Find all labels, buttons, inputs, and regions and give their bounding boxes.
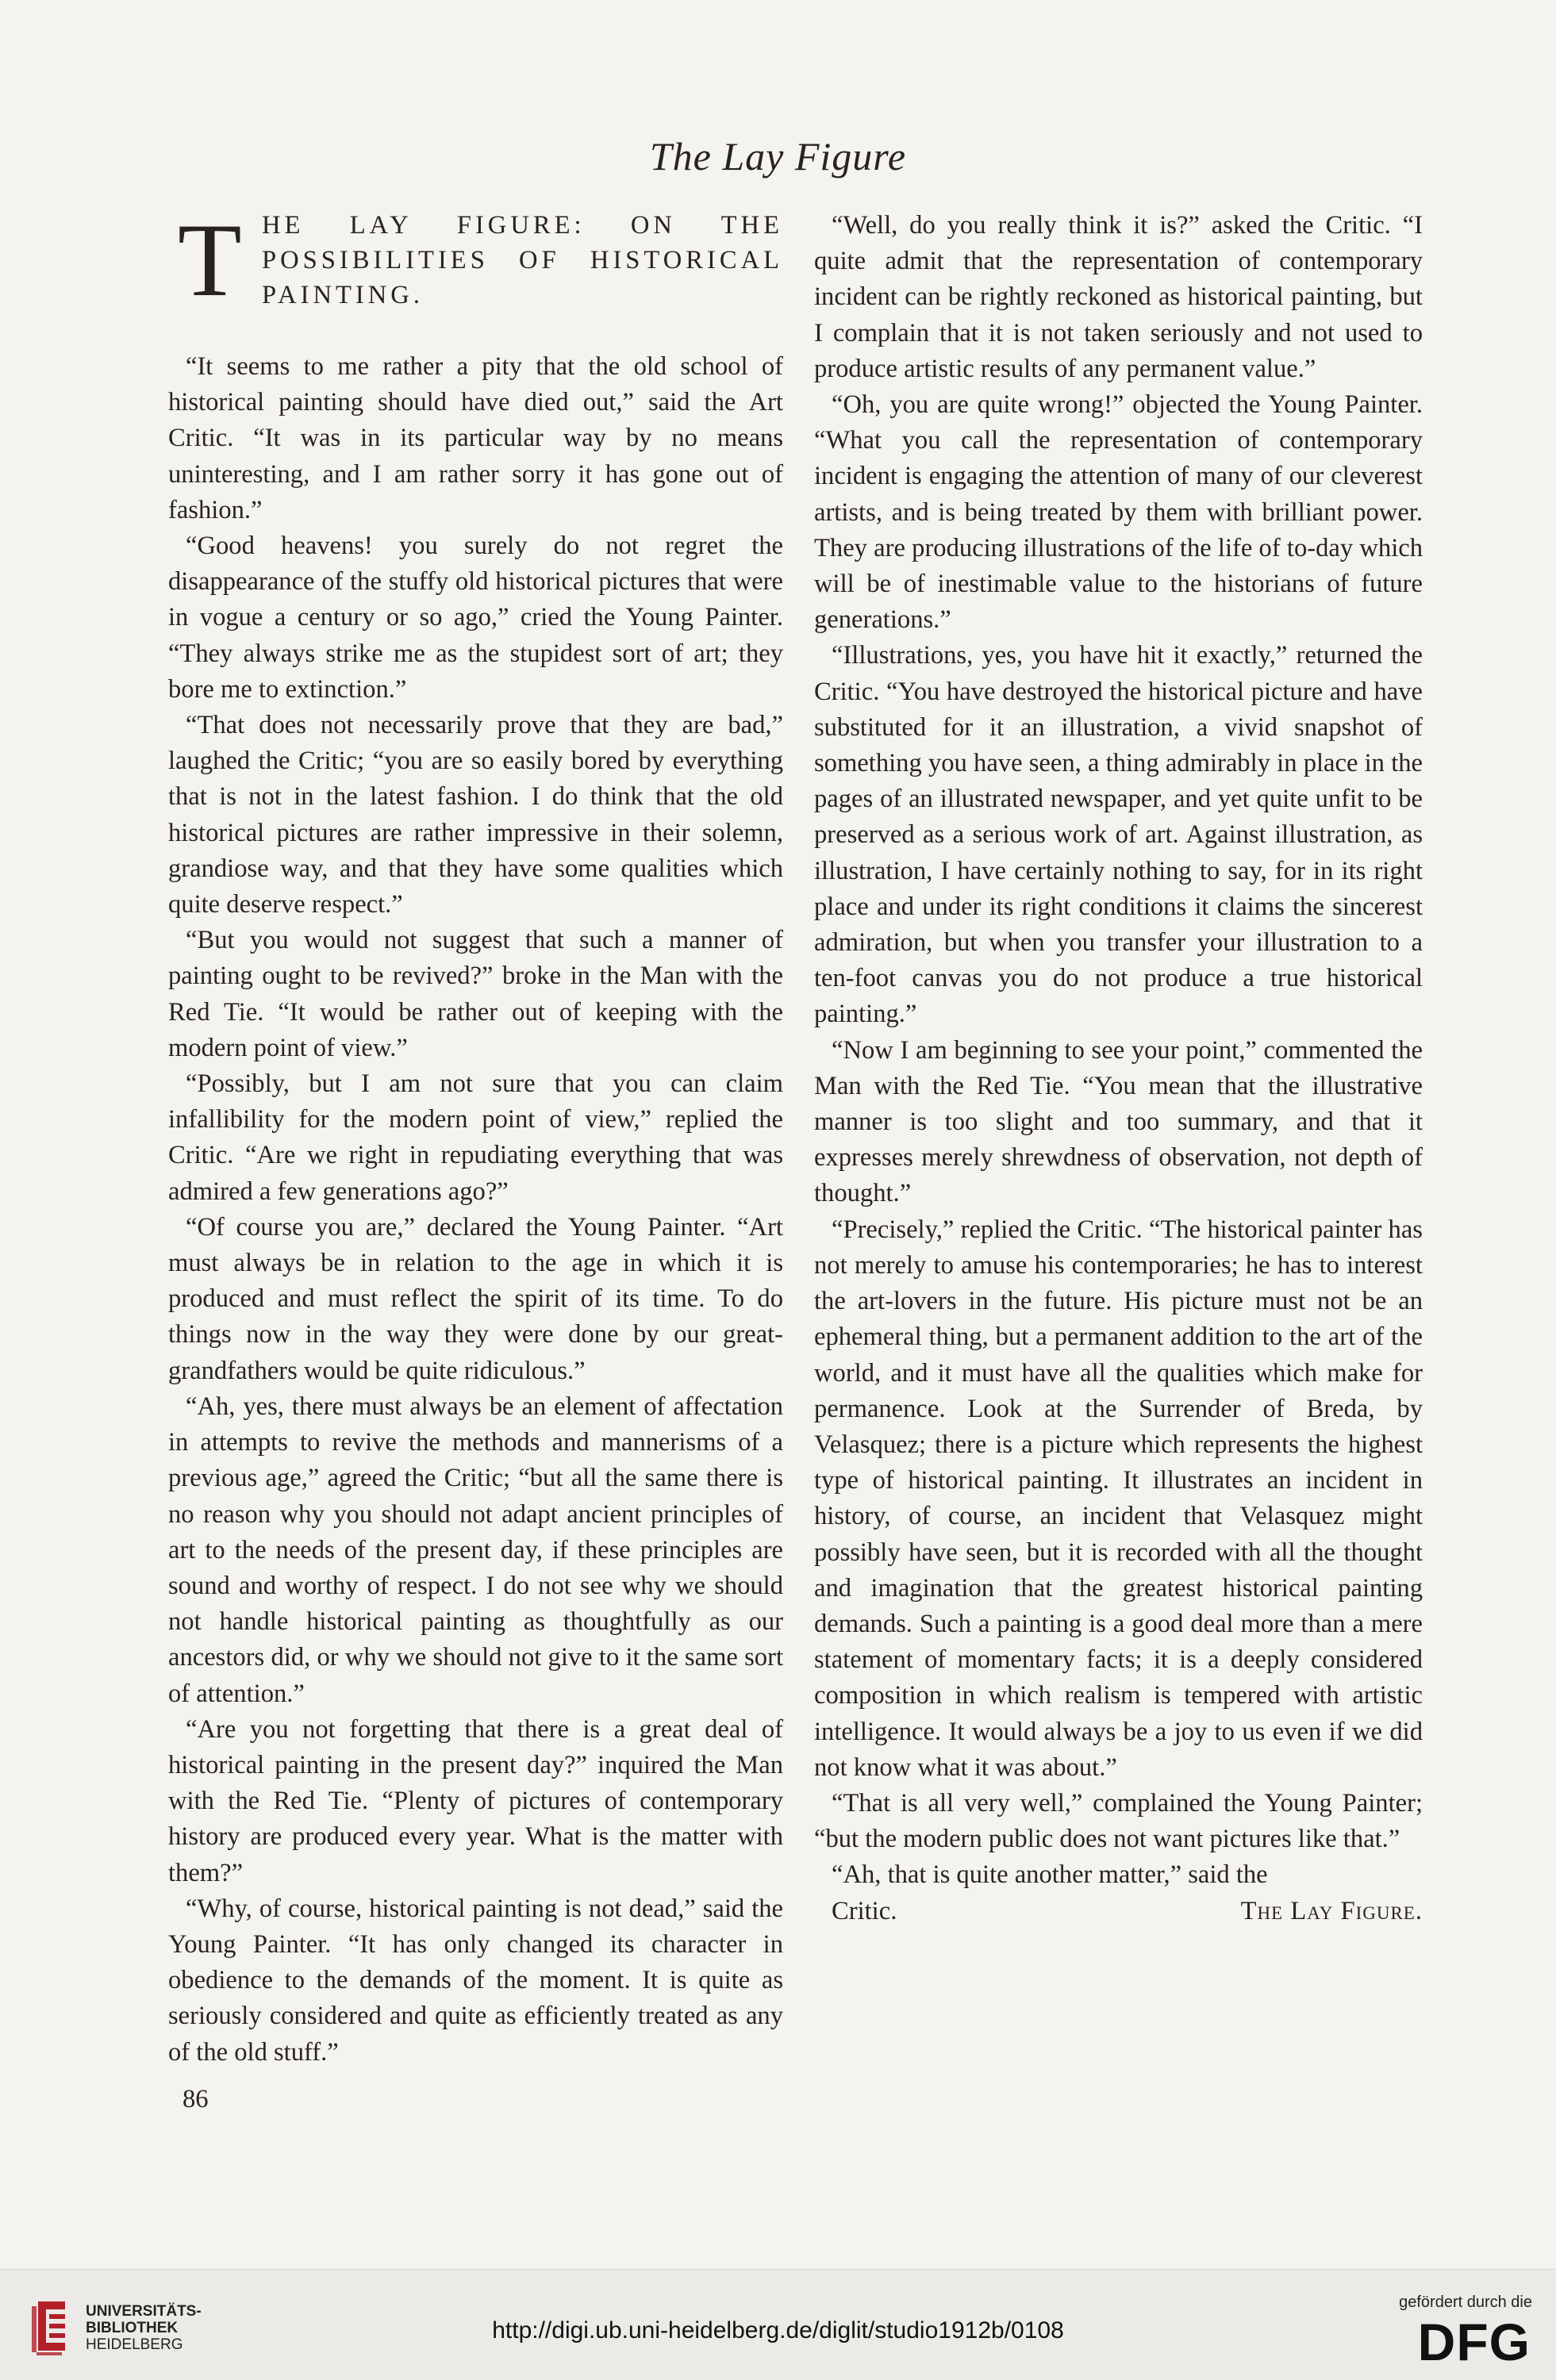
signature: The Lay Figure. [1240,1896,1423,1925]
article-title: HE LAY FIGURE: ON THE POSSIBILITIES OF HISTORICAL PAINTING. [262,211,783,309]
library-name-line: UNIVERSITÄTS- [86,2303,202,2320]
paragraph: “Ah, yes, there must always be an element of affectation in attempts to revive the methods and mannerisms of a previous age,” agreed the Critic; “but all the same there is no reason why you should not adapt ancient principles of art to the needs of the present day, if these principles are sound and worthy of respect. I do not see why we should not handle historical painting as thoughtfully as our ancestors did, or why we should not give to it the same sort of attention.” [168,1392,783,1708]
paragraph: “Why, of course, historical painting is not dead,” said the Young Painter. “It has only changed its character in obedience to the demands of the moment. It is quite as seriously considered and quite as efficiently treated as any of the old stuff.” [168,1894,783,2067]
paragraph: “Now I am beginning to see your point,” commented the Man with the Red Tie. “You mean that the illustrative manner is too slight and too summary, and that it expresses merely shrewdness of observation, not depth of thought.” [814,1035,1423,1208]
paragraph: “Well, do you really think it is?” asked the Critic. “I quite admit that the representation of contemporary incident can be rightly reckoned as historical painting, but I complain that it is not taken seriously and not used to produce artistic results of any permanent value.” [814,211,1423,383]
drop-cap: T [178,202,242,318]
library-name-line: BIBLIOTHEK [86,2320,179,2336]
dfg-logo: DFG [1417,2313,1531,2371]
paragraph: “But you would not suggest that such a manner of painting ought to be revived?” broke in the Man with the Red Tie. “It would be rather out of keeping with the modern point of view.” [168,926,783,1062]
paragraph: “That is all very well,” complained the Young Painter; “but the modern public does not want pictures like that.” [814,1788,1423,1854]
page-number: 86 [182,2084,209,2113]
paragraph: “Good heavens! you surely do not regret the disappearance of the stuffy old historical pictures that were in vogue a century or so ago,” cried the Young Painter. “They always strike me as the stupidest sort of art; they bore me to extinction.” [168,532,783,704]
paragraph: “It seems to me rather a pity that the old school of historical painting should have died out,” said the Art Critic. “It was in its particular way by no means uninteresting, and I am rather sorry it has gone out of fashion.” [168,352,783,524]
running-title: The Lay Figure [649,134,907,178]
right-column [814,208,1423,1929]
library-name-line: HEIDELBERG [86,2336,183,2353]
article-heading [168,202,783,327]
digitization-footer [0,2269,1556,2380]
paragraph: “Of course you are,” declared the Young Painter. “Art must always be in relation to the age in which it is produced and must reflect the spirit of its time. To do things now in the way they were done by our great-grandfathers would be quite ridiculous.” [168,1212,783,1385]
source-url-link[interactable]: http://digi.ub.uni-heidelberg.de/diglit/studio1912b/0108 [492,2317,1064,2344]
paragraph: “Precisely,” replied the Critic. “The historical painter has not merely to amuse his contemporaries; he has to interest the art-lovers in the future. His picture must not be an ephemeral thing, but a permanent addition to the art of the world, and it must have all the qualities which make for permanence. Look at the Surrender of Breda, by Velasquez; there is a picture which represents the highest type of historical painting. It illustrates an incident in history, of course, an incident that Velasquez might possibly have seen, but it is recorded with all the thought and imagination that the greatest historical painting demands. Such a painting is a good deal more than a mere statement of momentary facts; it is a deeply considered composition in which realism is tempered with artistic intelligence. It would always be a joy to us even if we did not know what it was about.” [814,1215,1423,1782]
left-column [168,202,783,2117]
paragraph: “Oh, you are quite wrong!” objected the Young Painter. “What you call the representation of contemporary incident is engaging the attention of many of our cleverest artists, and is being treated by them with brilliant power. They are producing illustrations of the life of to-day which will be of inestimable value to the historians of future generations.” [814,390,1423,635]
funded-by-text: gefördert durch die [1399,2294,1532,2311]
final-word: Critic. [832,1896,897,1925]
paragraph: “Are you not forgetting that there is a great deal of historical painting in the present day?” inquired the Man with the Red Tie. “Plenty of pictures of contemporary history are produced every year. What is the matter with them?” [168,1714,783,1887]
signature-line [814,1894,1423,1929]
final-paragraph: “Ah, that is quite another matter,” said the [832,1860,1268,1890]
paragraph: “That does not necessarily prove that they are bad,” laughed the Critic; “you are so easily bored by everything that is not in the latest fashion. I do think that the old historical pictures are rather impressive in their solemn, grandiose way, and that they have some qualities which quite deserve respect.” [168,711,783,919]
paragraph: “Possibly, but I am not sure that you can claim infallibility for the modern point of view,” replied the Critic. “Are we right in repudiating everything that was admired a few generations ago?” [168,1069,783,1206]
paragraph: “Illustrations, yes, you have hit it exactly,” returned the Critic. “You have destroyed the historical picture and have substituted for it an illustration, a vivid snapshot of something you have seen, a thing admirably in place in the pages of an illustrated newspaper, and yet quite unfit to be preserved as a serious work of art. Against illustration, as illustration, I have certainly nothing to say, for in its right place and under its right conditions it claims the sincerest admiration, but when you transfer your illustration to a ten-foot canvas you do not produce a true historical painting.” [814,641,1423,1029]
